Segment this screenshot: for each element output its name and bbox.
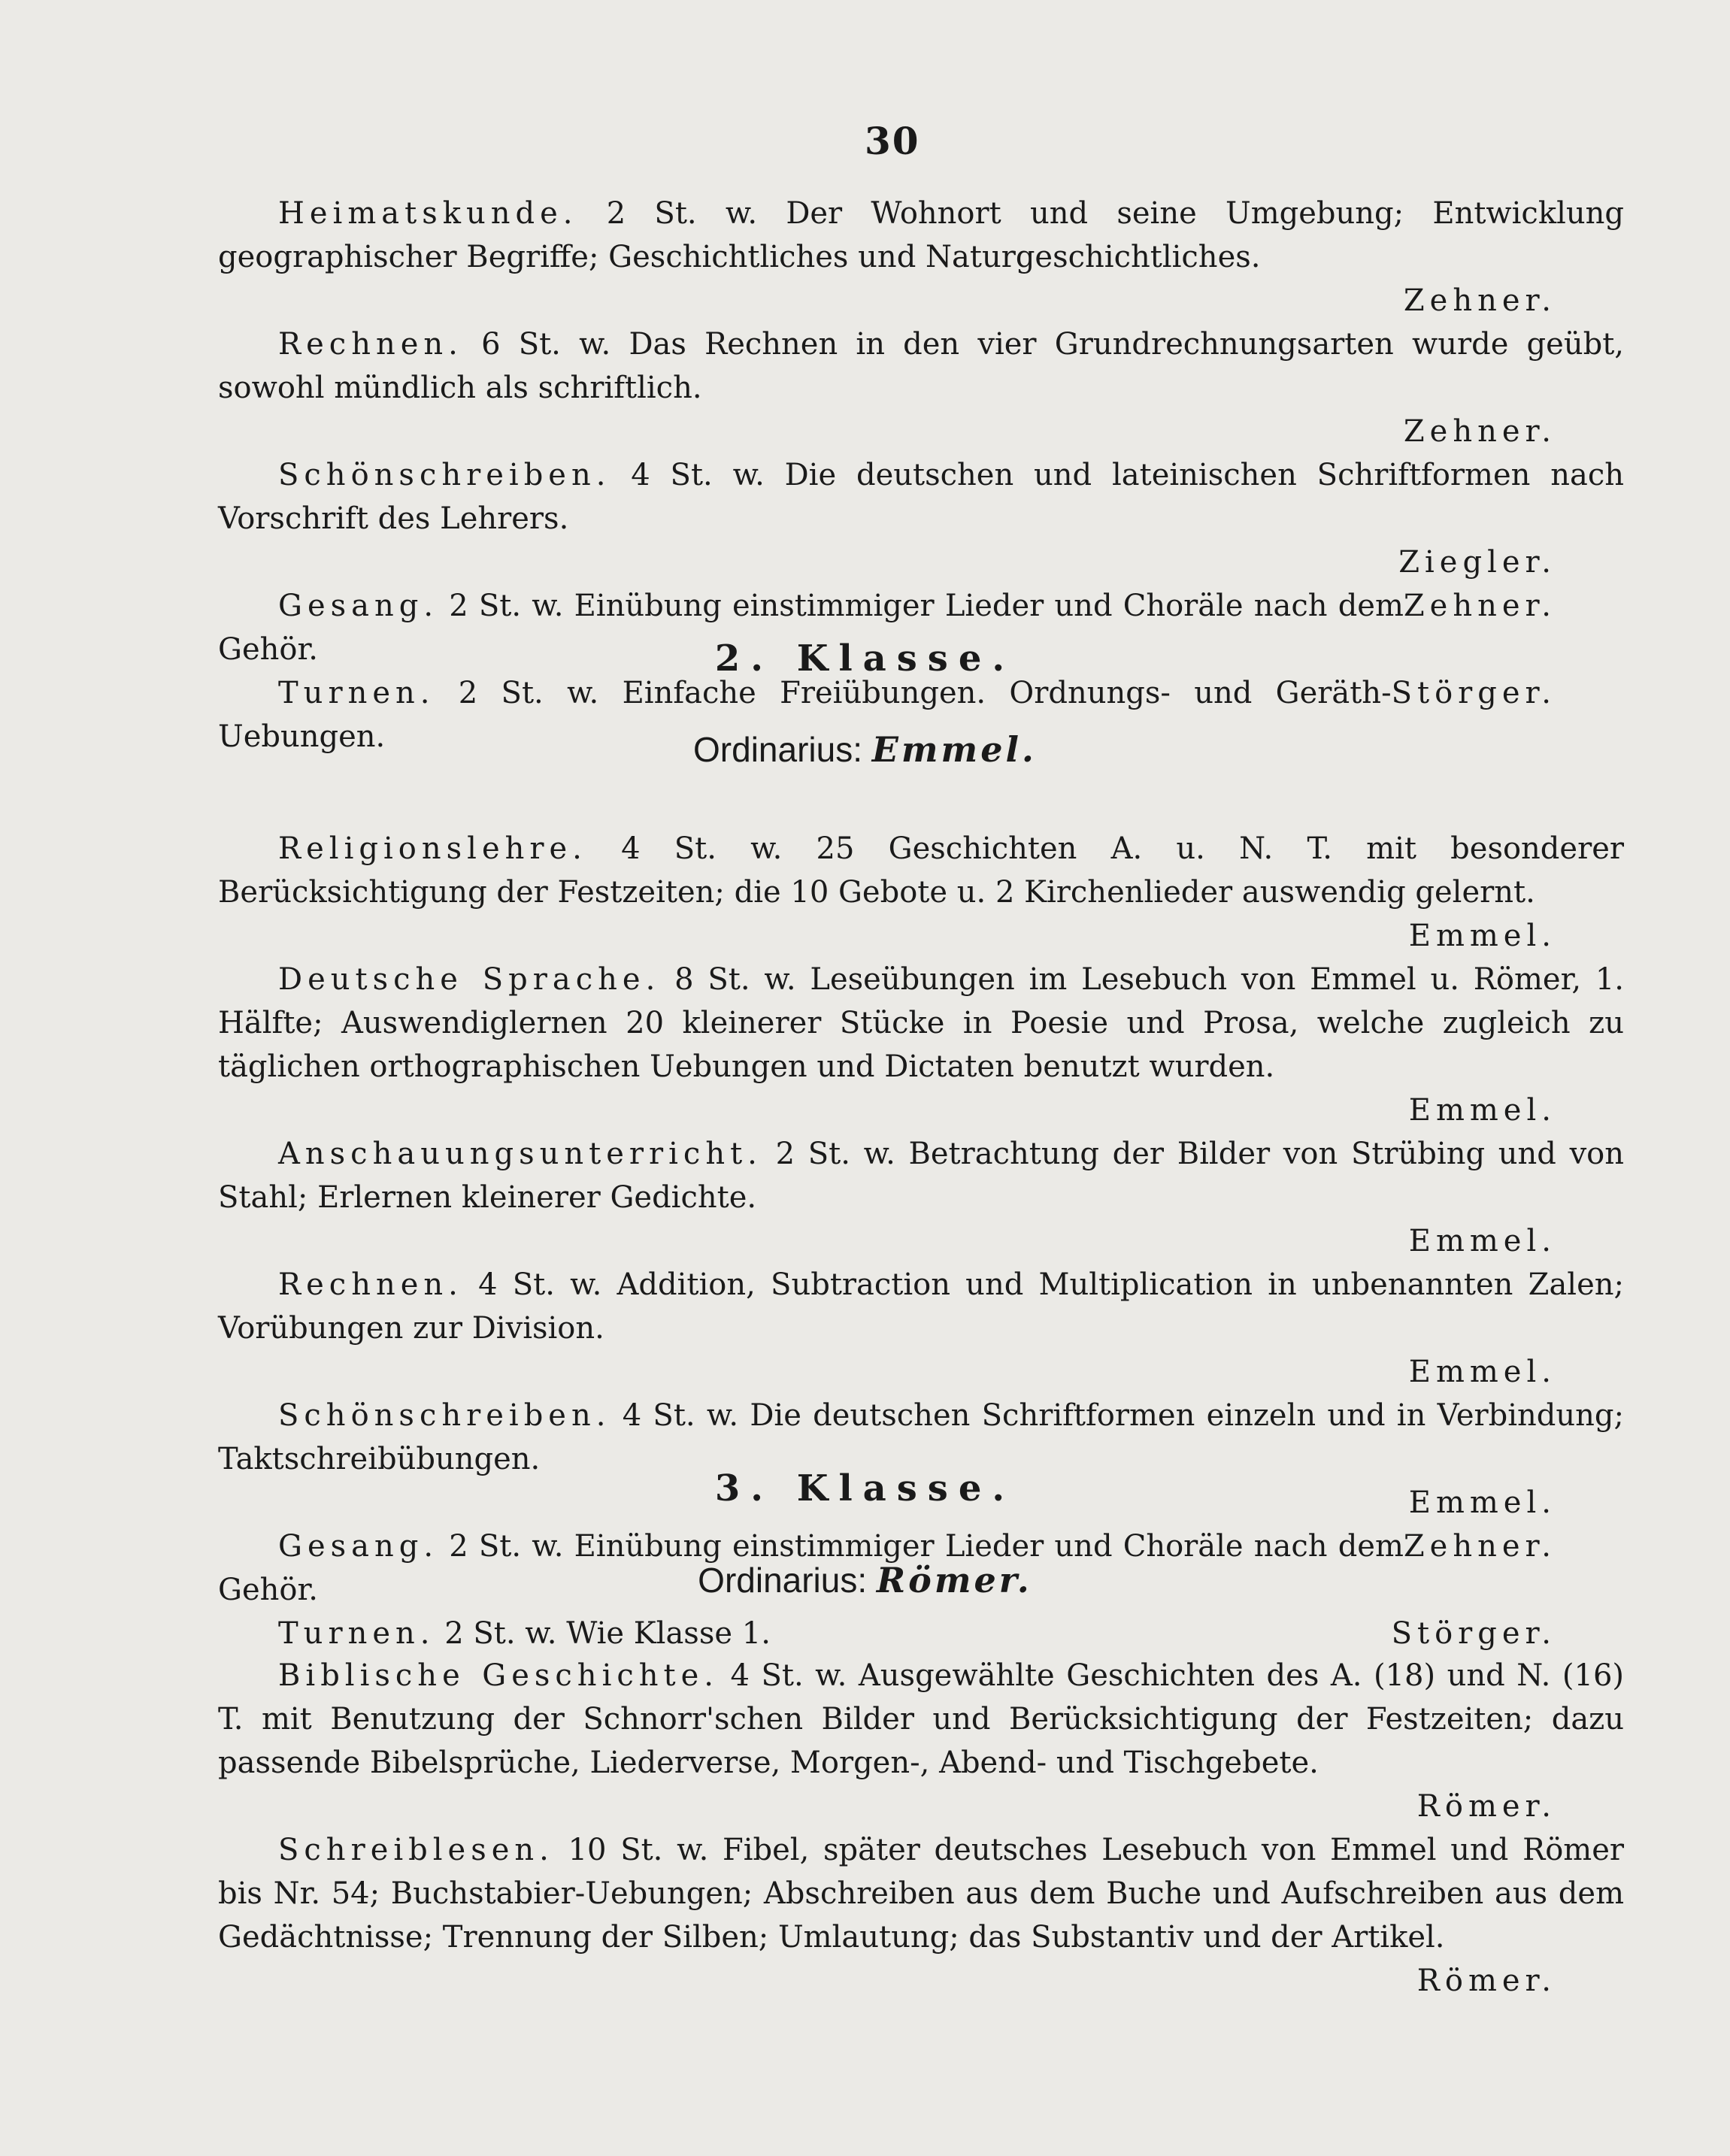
entry-text: 4 St. w. Die deutschen Schriftformen einzeln und in Verbindung; Taktschreibübungen.: [218, 1398, 1625, 1476]
entry-rechnen: [218, 322, 1624, 410]
entry-subject: Gesang.: [278, 1529, 439, 1564]
entry-schoenschreiben: [218, 453, 1624, 541]
class-3-heading: 3. Klasse.: [714, 1467, 1016, 1510]
entry-anschauungsunterricht: [218, 1132, 1624, 1219]
class-2-heading: 2. Klasse.: [714, 637, 1016, 680]
entry-text: 4 St. w. Addition, Subtraction und Multiplication in unbenannten Zalen; Vorübungen zur Division.: [218, 1267, 1624, 1346]
entry-turnen-2: [218, 1612, 1624, 1655]
entry-subject: Schönschreiben.: [278, 1398, 611, 1433]
entry-text: 2 St. w. Wie Klasse 1.: [444, 1616, 771, 1651]
entry-religionslehre: [218, 827, 1624, 914]
entry-text: 4 St. w. Die deutschen und lateinischen Schriftformen nach Vorschrift des Lehrers.: [218, 458, 1624, 536]
ordinarius-name: Römer.: [876, 1560, 1032, 1600]
entry-text: 6 St. w. Das Rechnen in den vier Grundrechnungsarten wurde geübt, sowohl mündlich als schriftlich.: [218, 327, 1624, 405]
entry-teacher: Emmel.: [1408, 1224, 1556, 1258]
entry-subject: Religionslehre.: [278, 831, 587, 866]
entry-subject: Turnen.: [278, 1616, 435, 1651]
entry-teacher: Zehner.: [1403, 589, 1556, 623]
entry-subject: Anschauungsunterricht.: [278, 1137, 762, 1171]
entry-teacher: Störger.: [1391, 1616, 1556, 1651]
entry-subject: Schönschreiben.: [278, 458, 611, 492]
class-2-ordinarius: [0, 729, 1730, 770]
entry-heimatskunde: [218, 192, 1624, 279]
entry-teacher: Störger.: [1391, 676, 1556, 710]
entry-text: 2 St. w. Einübung einstimmiger Lieder und Choräle nach dem Gehör.: [218, 589, 1404, 667]
section-2: [218, 827, 1624, 1655]
entry-teacher: Römer.: [1416, 1789, 1556, 1824]
entry-subject: Heimatskunde.: [278, 196, 578, 231]
entry-subject: Biblische Geschichte.: [278, 1658, 719, 1693]
entry-subject: Gesang.: [278, 589, 439, 623]
entry-teacher: Zehner.: [1403, 1529, 1556, 1564]
entry-subject: Schreiblesen.: [278, 1833, 554, 1867]
class-3-ordinarius: [0, 1560, 1730, 1600]
entry-biblische-geschichte: [218, 1654, 1624, 1785]
entry-teacher: Emmel.: [1408, 1355, 1556, 1389]
entry-text: 2 St. w. Einübung einstimmiger Lieder und Choräle nach dem Gehör.: [218, 1529, 1404, 1607]
entry-subject: Rechnen.: [278, 327, 463, 362]
entry-teacher: Ziegler.: [1398, 545, 1556, 580]
ordinarius-name: Emmel.: [871, 729, 1037, 770]
page-number: 30: [865, 119, 920, 163]
entry-text: 2 St. w. Einfache Freiübungen. Ordnungs- und Geräth-Uebungen.: [218, 676, 1392, 754]
entry-subject: Turnen.: [278, 676, 435, 710]
entry-rechnen-2: [218, 1263, 1624, 1350]
entry-text: 2 St. w. Der Wohnort und seine Umgebung; Entwicklung geographischer Begriffe; Geschichtliches und Naturgeschichtliches.: [218, 196, 1624, 274]
entry-teacher: Zehner.: [1403, 414, 1556, 449]
ordinarius-label: Ordinarius:: [693, 730, 862, 769]
entry-teacher: Römer.: [1416, 1964, 1556, 1998]
entry-teacher: Emmel.: [1408, 1093, 1556, 1128]
entry-text: 8 St. w. Leseübungen im Lesebuch von Emmel u. Römer, 1. Hälfte; Auswendiglernen 20 kleinerer Stücke in Poesie und Prosa, welche zugleich zu täglichen orthographischen Uebungen und Dictaten benutzt wurden.: [218, 962, 1625, 1084]
entry-teacher: Emmel.: [1408, 1485, 1556, 1520]
entry-schreiblesen: [218, 1828, 1624, 1959]
entry-text: 10 St. w. Fibel, später deutsches Lesebuch von Emmel und Römer bis Nr. 54; Buchstabier-Uebungen; Abschreiben aus dem Buche und Aufschreiben aus dem Gedächtnisse; Trennung der Silben; Umlautung; das Substantiv und der Artikel.: [218, 1833, 1625, 1955]
entry-text: 4 St. w. Ausgewählte Geschichten des A. (18) und N. (16) T. mit Benutzung der Schnorr'schen Bilder und Berücksichtigung der Festzeiten; dazu passende Bibelsprüche, Liederverse, Morgen-, Abend- und Tischgebete.: [218, 1658, 1624, 1780]
entry-teacher: Emmel.: [1408, 919, 1556, 953]
entry-teacher: Zehner.: [1403, 283, 1556, 318]
entry-text: 4 St. w. 25 Geschichten A. u. N. T. mit besonderer Berücksichtigung der Festzeiten; die 10 Gebote u. 2 Kirchenlieder auswendig gelernt.: [218, 831, 1624, 910]
entry-text: 2 St. w. Betrachtung der Bilder von Strübing und von Stahl; Erlernen kleinerer Gedichte.: [218, 1137, 1625, 1215]
entry-deutsche-sprache: [218, 958, 1624, 1089]
section-3: [218, 1654, 1624, 2003]
entry-subject: Rechnen.: [278, 1267, 463, 1302]
ordinarius-label: Ordinarius:: [698, 1561, 868, 1600]
entry-subject: Deutsche Sprache.: [278, 962, 661, 997]
